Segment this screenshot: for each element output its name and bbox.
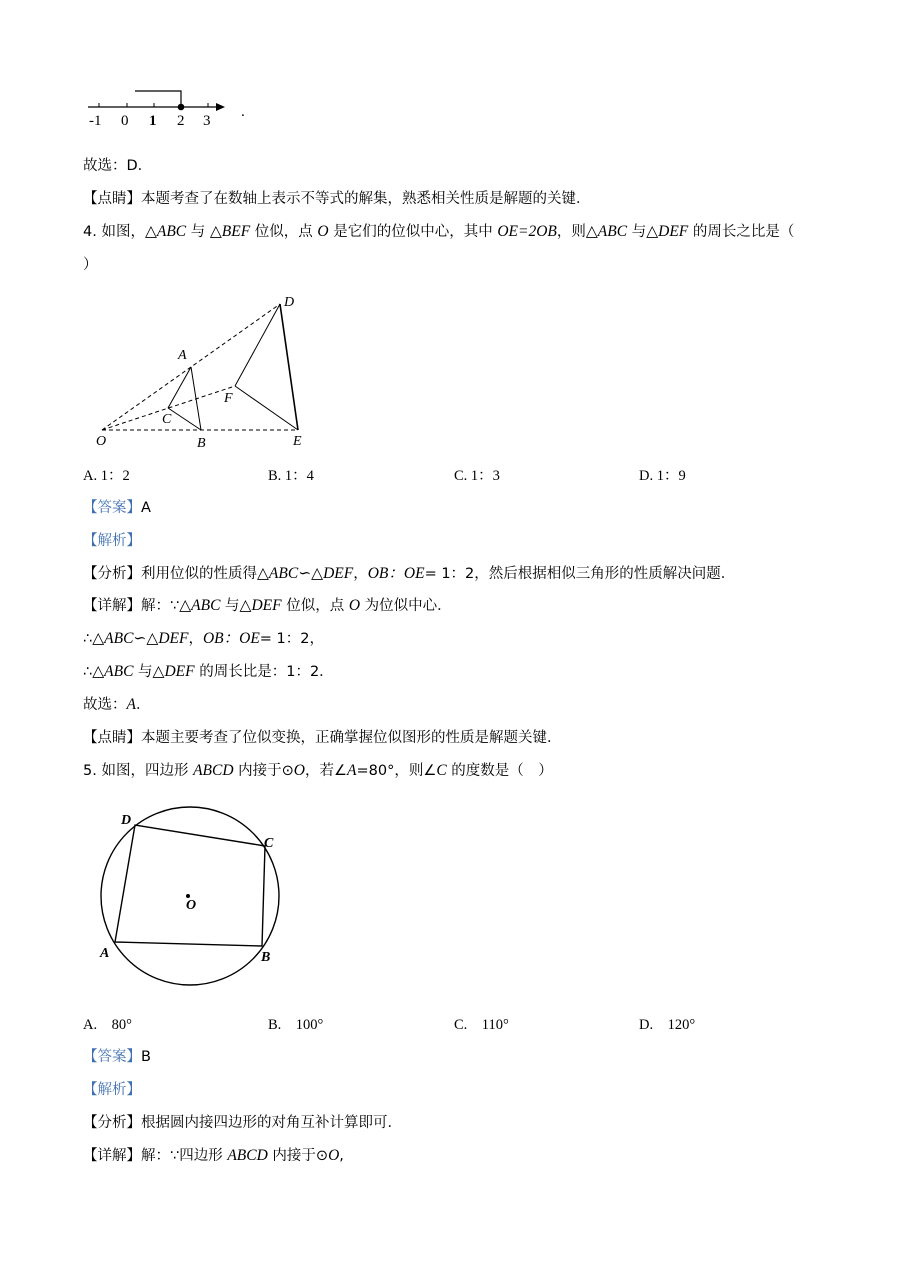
xj1-c: , xyxy=(339,1148,344,1164)
q4-cond: OE=2OB xyxy=(497,223,557,240)
xiangjie-tag: 【详解】 xyxy=(83,598,141,614)
xiangjie-tag: 【详解】 xyxy=(83,1148,141,1164)
label-F: F xyxy=(224,391,233,406)
q4-option-a: A. 1：2 xyxy=(83,468,130,484)
fenxi-tag: 【分析】 xyxy=(83,1115,141,1131)
number-line-figure xyxy=(83,86,263,129)
q4-answer xyxy=(83,498,151,518)
q4-comment xyxy=(83,728,562,748)
q4-stem-a: 4. 如图， xyxy=(83,224,145,240)
segment-AC xyxy=(168,367,191,408)
xj3-t1: △ABC xyxy=(92,663,134,680)
choose-a: 故选： xyxy=(83,697,127,713)
q4-stem-b: 位似，点 xyxy=(250,224,318,240)
tick-label-1: 1 xyxy=(149,113,157,129)
q4-xiangjie-2 xyxy=(83,629,324,649)
xj1-d: 为位似中心． xyxy=(360,598,452,614)
xj2-c: = 1：2， xyxy=(259,631,325,647)
xj2-ratio: OB：OE xyxy=(202,630,260,647)
q5-angle-a: A xyxy=(347,762,357,779)
q4-option-d: D. 1：9 xyxy=(639,468,686,484)
comment-text: 本题主要考查了位似变换，正确掌握位似图形的性质是解题关键． xyxy=(141,730,562,746)
segment-DF xyxy=(235,304,280,386)
label-C: C xyxy=(264,836,274,851)
xj1-c: 位似，点 xyxy=(281,598,349,614)
label-E: E xyxy=(293,434,302,449)
segment-AB xyxy=(191,367,201,430)
xj3-c: 的周长比是：1：2． xyxy=(194,664,334,680)
analysis-tag: 【解析】 xyxy=(83,1082,141,1098)
solid-point xyxy=(178,104,185,111)
fenxi-a: 利用位似的性质得 xyxy=(141,566,257,582)
q4-choose xyxy=(83,695,150,715)
answer-value: A xyxy=(141,500,151,516)
choose-ans: A xyxy=(126,696,136,713)
q4-xiangjie-3 xyxy=(83,662,334,682)
label-O: O xyxy=(96,434,107,449)
q4-xiangjie-1 xyxy=(83,596,452,616)
q4-tri4: △DEF xyxy=(646,223,689,240)
segment-DE xyxy=(280,304,298,430)
number-line-arrow-icon xyxy=(216,103,225,111)
q5-analysis-tag xyxy=(83,1080,141,1100)
q5-stem-d: =80°，则∠ xyxy=(356,763,437,779)
analysis-tag: 【解析】 xyxy=(83,533,141,549)
q5-answer xyxy=(83,1047,151,1067)
comment-tag: 【点睛】 xyxy=(83,730,141,746)
q5-stem-a: 5. 如图，四边形 xyxy=(83,763,194,779)
q3-comment xyxy=(83,189,591,209)
q4-stem-e: 的周长之比是（ xyxy=(688,224,795,240)
tick-label-0: 0 xyxy=(121,113,129,129)
label-A: A xyxy=(100,946,110,961)
fenxi-c: = 1：2，然后根据相似三角形的性质解决问题． xyxy=(424,566,736,582)
q5-option-d: D. 120° xyxy=(639,1017,696,1033)
fenxi-ratio: OB：OE xyxy=(367,565,425,582)
xj1-b: 与 xyxy=(220,598,240,614)
xj1-b: 内接于⊙ xyxy=(267,1148,329,1164)
q5-fenxi xyxy=(83,1113,402,1133)
label-D: D xyxy=(121,813,132,828)
segment-FE xyxy=(235,386,298,430)
q5-o: O xyxy=(293,762,305,779)
q4-with: 与 xyxy=(186,224,210,240)
q3-choose: 故选：D． xyxy=(83,158,153,174)
fenxi-b: ， xyxy=(353,566,368,582)
label-O: O xyxy=(186,898,197,913)
q4-stem-d: ，则 xyxy=(556,224,586,240)
fenxi-sim: △ABC∽△DEF xyxy=(257,565,354,582)
tick-label-2: 2 xyxy=(177,113,185,129)
q5-angle-c: C xyxy=(436,762,447,779)
xj3-t2: △DEF xyxy=(152,663,195,680)
comment-text: 本题考查了在数轴上表示不等式的解集，熟悉相关性质是解题的关键． xyxy=(141,191,591,207)
q5-stem-b: 内接于⊙ xyxy=(233,763,294,779)
circle-quadrilateral-figure xyxy=(95,805,295,990)
q4-analysis-tag xyxy=(83,531,141,551)
xj2-a: ∴ xyxy=(83,631,93,647)
xj1-t2: △DEF xyxy=(239,597,282,614)
xj1-o: O xyxy=(328,1147,340,1164)
tick-label-3: 3 xyxy=(203,113,211,129)
q5-option-b: B. 100° xyxy=(268,1017,324,1033)
q4-o: O xyxy=(317,223,329,240)
xj1-o: O xyxy=(348,597,361,614)
q4-tri3: △ABC xyxy=(585,223,628,240)
xj1-t1: △ABC xyxy=(179,597,221,614)
fenxi-tag: 【分析】 xyxy=(83,566,141,582)
xj1-a: 解：∵ xyxy=(141,598,180,614)
xj3-a: ∴ xyxy=(83,664,93,680)
q4-stem-c: 是它们的位似中心，其中 xyxy=(328,224,498,240)
comment-tag: 【点睛】 xyxy=(83,191,141,207)
q5-stem-e: 的度数是（ ） xyxy=(446,763,553,779)
label-D: D xyxy=(284,295,295,310)
xj2-sim: △ABC∽△DEF xyxy=(92,630,189,647)
q5-xiangjie-1 xyxy=(83,1146,344,1166)
homothety-figure xyxy=(90,290,340,455)
xj1-a: 解：∵四边形 xyxy=(141,1148,228,1164)
label-A: A xyxy=(178,348,187,363)
trailing-period: . xyxy=(241,104,245,120)
q4-stem-close: ） xyxy=(83,257,98,273)
tick-label-neg1: -1 xyxy=(89,113,102,129)
label-C: C xyxy=(162,412,172,427)
choose-b: ． xyxy=(135,697,151,713)
label-B: B xyxy=(261,950,271,965)
q5-quad: ABCD xyxy=(193,762,234,779)
fenxi-text: 根据圆内接四边形的对角互补计算即可． xyxy=(141,1115,402,1131)
label-B: B xyxy=(197,436,206,451)
quadrilateral-ABCD xyxy=(115,825,265,946)
q5-stem xyxy=(83,761,553,781)
q5-stem-c: ，若∠ xyxy=(305,763,347,779)
segment-CB xyxy=(168,408,201,430)
q5-option-c: C. 110° xyxy=(454,1017,509,1033)
xj2-b: ， xyxy=(188,631,203,647)
q4-option-b: B. 1：4 xyxy=(268,468,314,484)
q4-stem xyxy=(83,222,794,242)
q5-option-a: A. 80° xyxy=(83,1017,132,1033)
q4-fenxi xyxy=(83,564,735,584)
xj1-quad: ABCD xyxy=(227,1147,268,1164)
q4-tri1: △ABC xyxy=(144,223,187,240)
q4-option-c: C. 1：3 xyxy=(454,468,500,484)
q4-with2: 与 xyxy=(627,224,647,240)
q4-tri2: △BEF xyxy=(209,223,251,240)
answer-value: B xyxy=(141,1049,151,1065)
answer-tag: 【答案】 xyxy=(83,1049,141,1065)
solution-ray xyxy=(135,91,181,107)
answer-tag: 【答案】 xyxy=(83,500,141,516)
xj3-b: 与 xyxy=(133,664,153,680)
